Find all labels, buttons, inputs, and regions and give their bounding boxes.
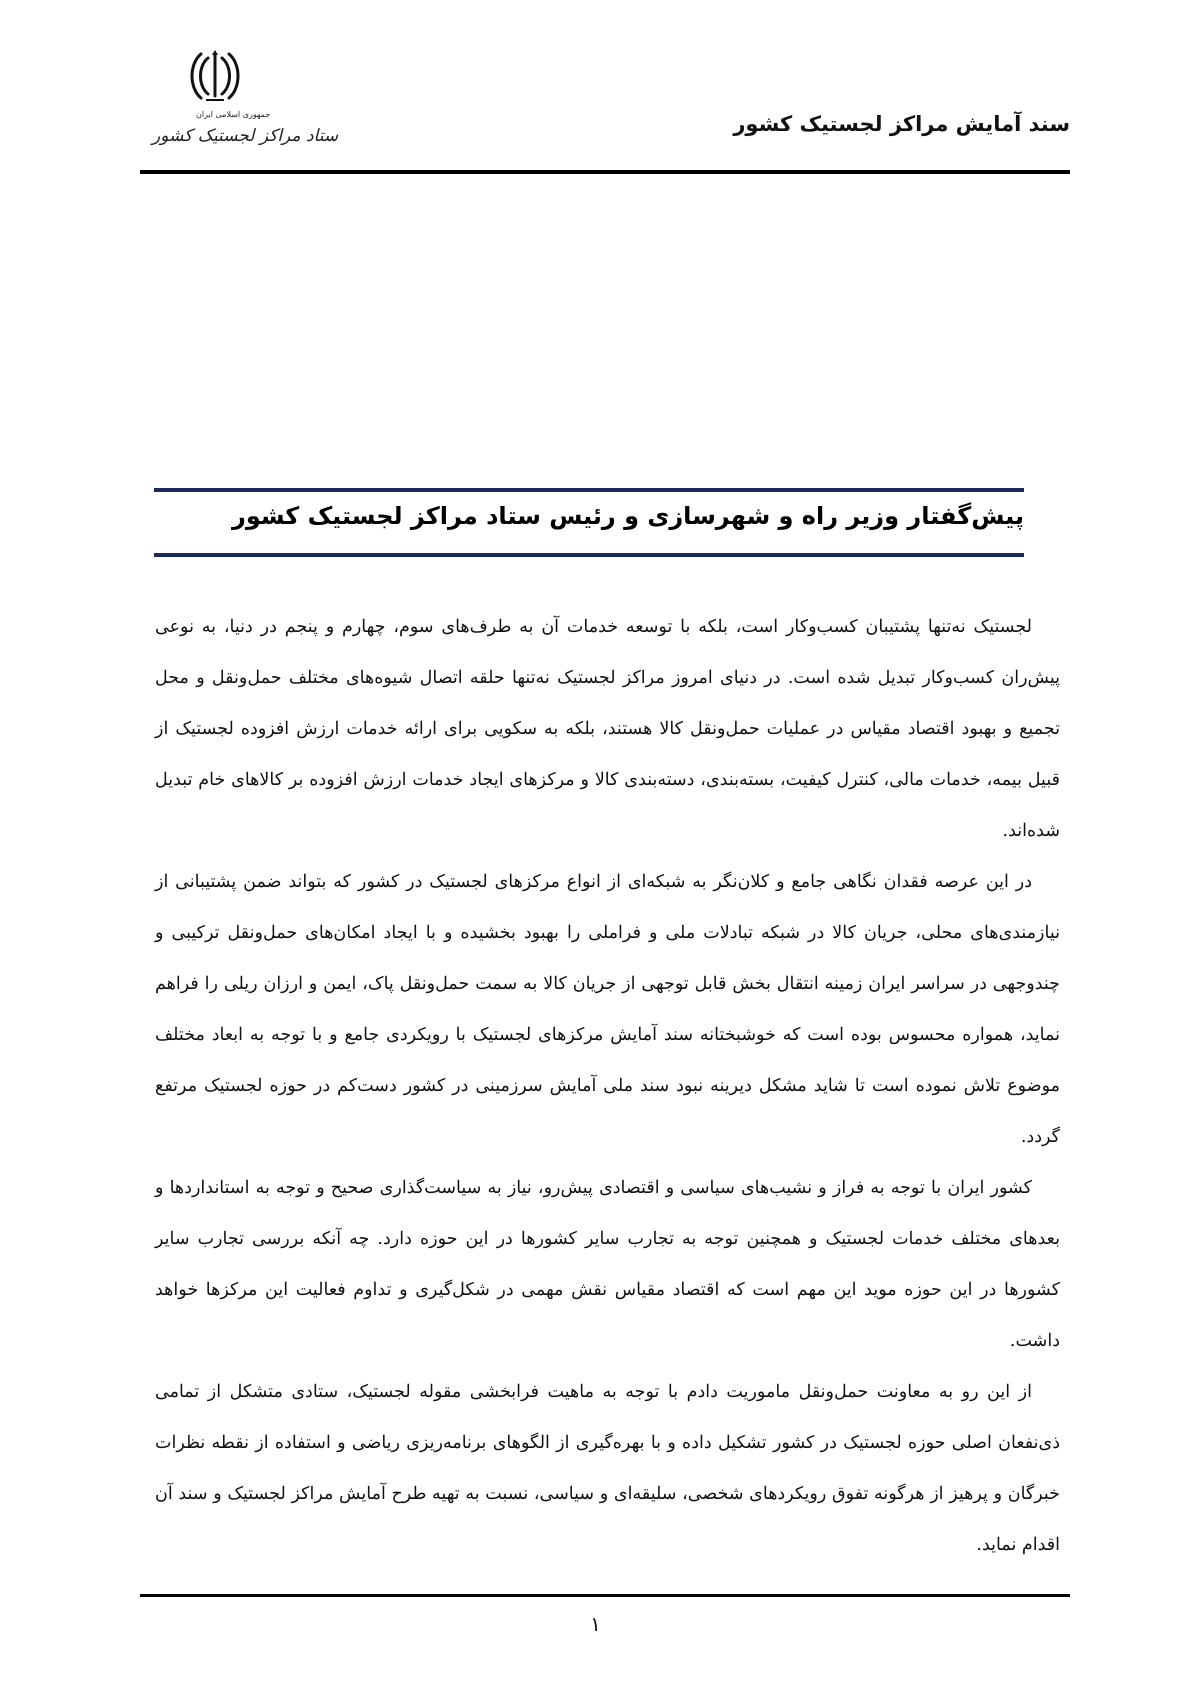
paragraph: لجستیک نه‌تنها پشتیبان کسب‌وکار است، بلکه با توسعه خدمات آن به طرف‌های سوم، چهارم و پنجم در دنیا، به نوعی پیش‌ران کسب‌وکار تبدیل شده است. در دنیای امروز مراکز لجستیک نه‌تنها حلقه اتصال شیوه‌های مختلف حمل‌ونقل و محل تجمیع و بهبود اقتصاد مقیاس در عملیات حمل‌ونقل کالا هستند، بلکه به سکویی برای ارائه خدمات ارزش افزوده لجستیک از قبیل بیمه، خدمات مالی، کنترل کیفیت، بسته‌بندی، دسته‌بندی کالا و مرکزهای ایجاد خدمات ارزش افزوده بر کالاهای خام تبدیل شده‌اند. [155,617,1060,841]
logo-text-organization: ستاد مراکز لجستیک کشور [152,126,339,146]
heading-bottom-rule [154,553,1024,557]
document-title: سند آمایش مراکز لجستیک کشور [733,112,1070,136]
paragraph: از این رو به معاونت حمل‌ونقل ماموریت دادم با توجه به ماهیت فرابخشی مقوله لجستیک، ستادی متشکل از تمامی ذی‌نفعان اصلی حوزه لجستیک در کشور تشکیل داده و با بهره‌گیری از الگوهای برنامه‌ریزی ریاضی و استفاده از نقطه نظرات خبرگان و پرهیز از هرگونه تفوق رویکردهای شخصی، سلیقه‌ای و سیاسی، نسبت به تهیه طرح آمایش مراکز لجستیک و سند آن اقدام نماید. [155,1382,1060,1555]
header-divider [140,170,1070,174]
paragraph: کشور ایران با توجه به فراز و نشیب‌های سیاسی و اقتصادی پیش‌رو، نیاز به سیاست‌گذاری صحیح و توجه به استانداردها و بعدهای مختلف خدمات لجستیک و همچنین توجه به تجارب سایر کشورها در این حوزه دارد. چه آنکه بررسی تجارب سایر کشورها در این حوزه موید این مهم است که اقتصاد مقیاس نقش مهمی در شکل‌گیری و تداوم فعالیت این مرکزها خواهد داشت. [155,1178,1060,1351]
body-text [155,602,1060,1571]
page-header [140,40,1070,176]
section-heading: پیش‌گفتار وزیر راه و شهرسازی و رئیس ستاد مراکز لجستیک کشور [232,502,1024,530]
logo-text-country: جمهوری اسلامی ایران [196,110,271,119]
page-number: ۱ [590,1612,601,1636]
paragraph: در این عرصه فقدان نگاهی جامع و کلان‌نگر به شبکه‌ای از انواع مرکزهای لجستیک در کشور که بتواند ضمن پشتیبانی از نیازمندی‌های محلی، جریان کالا در شبکه تبادلات ملی و فراملی را بهبود بخشیده و با ایجاد امکان‌های حمل‌ونقل ترکیبی و چندوجهی در سراسر ایران زمینه انتقال بخش قابل توجهی از جریان کالا به سمت حمل‌ونقل پاک، ایمن و ارزان ریلی را فراهم نماید، همواره محسوس بوده است که خوشبختانه سند آمایش مرکزهای لجستیک با رویکردی جامع و با توجه به ابعاد مختلف موضوع تلاش نموده است تا شاید مشکل دیرینه نبود سند ملی آمایش سرزمینی در کشور دست‌کم در حوزه لجستیک مرتفع گردد. [155,872,1060,1147]
iran-emblem-icon [188,48,242,104]
heading-top-rule [154,488,1024,492]
footer-divider [140,1594,1070,1597]
organization-logo [140,48,339,158]
